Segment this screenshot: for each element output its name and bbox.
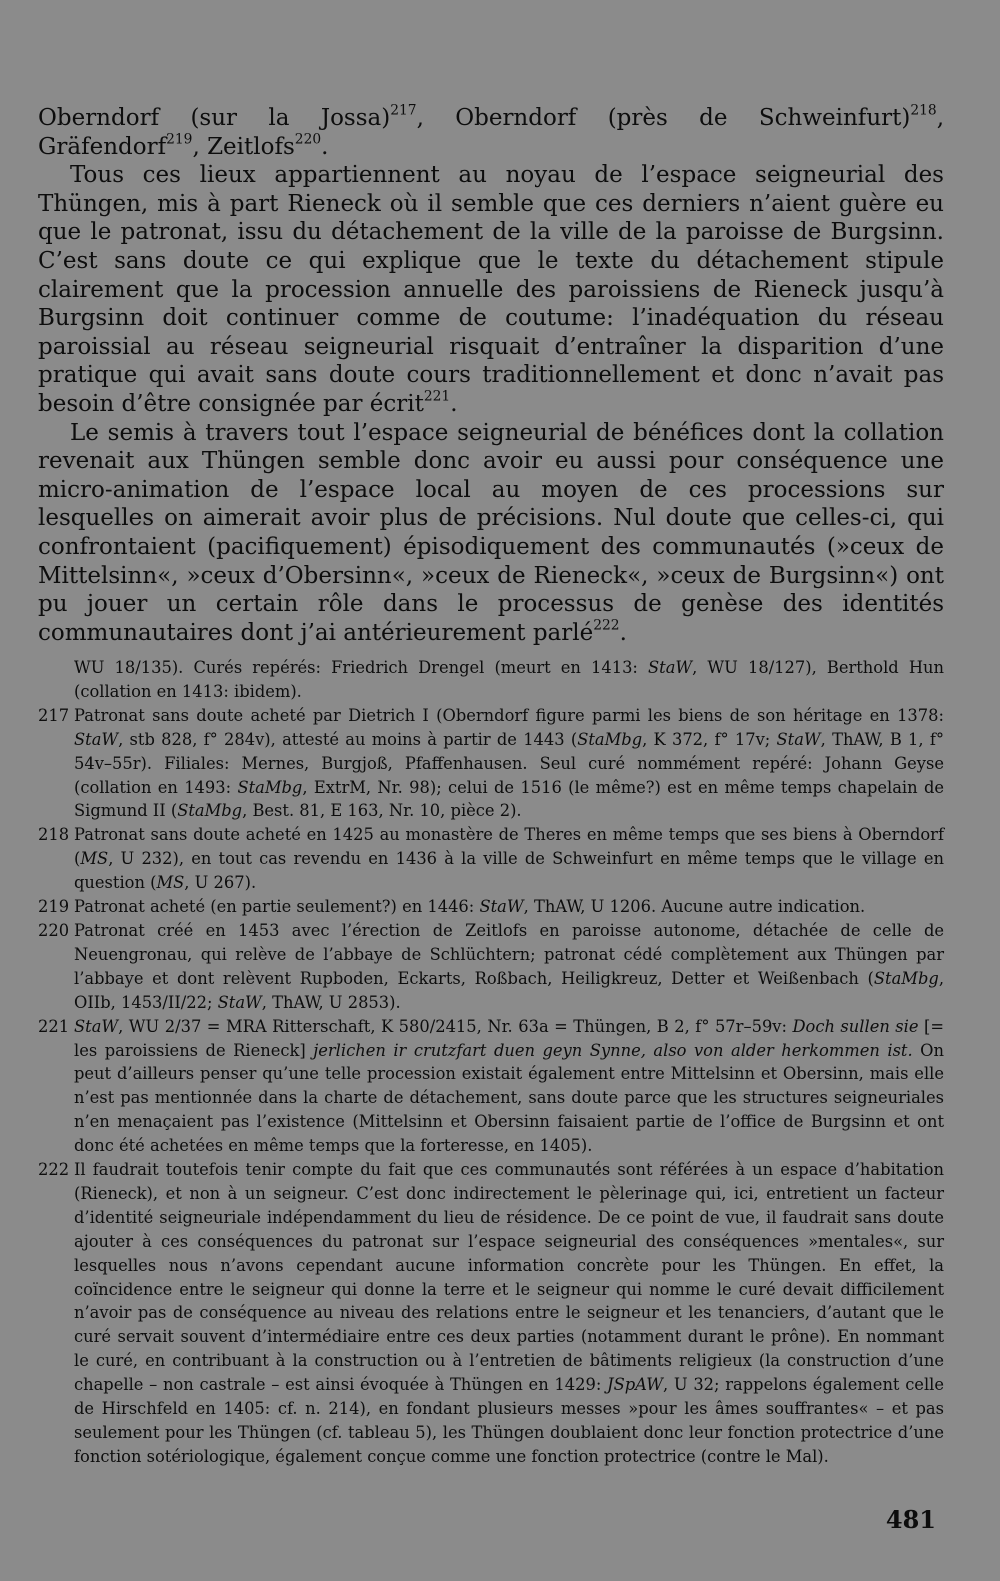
footnote-222: 222 Il faudrait toutefois tenir compte du fait que ces communautés sont référées à un espace d’habitation (Rieneck), et non à un seigneur. C’est donc indirectement le pèlerinage qui, ici, entretient un facteur d’identité seigneuriale indépendamment du lieu de résidence. De ce point de vue, il faudrait sans doute ajouter à ces conséquences du patronat sur l’espace seigneurial des conséquences »mentales«, sur lesquelles nous n’avons cependant aucune information concrète pour les Thüngen. En effet, la coïncidence entre le seigneur qui donne la terre et le seigneur qui nomme le curé devait difficilement n’avoir pas de conséquence au niveau des relations entre le seigneur et les tenanciers, d’autant que le curé servait souvent d’intermédiaire entre ces deux parties (notamment durant le prône). En nommant le curé, en contribuant à la construction ou à l’entretien de bâtiments religieux (la construction d’une chapelle – non castrale – est ainsi évoquée à Thüngen en 1429: JSpAW, U 32; rappelons également celle de Hirschfeld en 1405: cf. n. 214), en fondant plusieurs messes »pour les âmes souffrantes« – et pas seulement pour les Thüngen (cf. tableau 5), les Thüngen doublaient donc leur fonction protectrice d’une fonction sotériologique, également conçue comme une fonction protectrice (contre le Mal). [38, 1160, 944, 1466]
footnote-220: 220 Patronat créé en 1453 avec l’érection de Zeitlofs en paroisse autonome, détachée de celle de Neuengronau, qui relève de l’abbaye de Schlüchtern; patronat cédé complètement aux Thüngen par l’abbaye et dont relèvent Rupboden, Eckarts, Roßbach, Heiligkreuz, Detter et Weißenbach (StaMbg, OIIb, 1453/II/22; StaW, ThAW, U 2853). [38, 920, 944, 1012]
footnote-ref-222[interactable]: 222 [593, 617, 620, 634]
footnote-218: 218 Patronat sans doute acheté en 1425 au monastère de Theres en même temps que ses biens à Oberndorf (MS, U 232), en tout cas revendu en 1436 à la ville de Schweinfurt en même temps que le village en question (MS, U 267). [38, 825, 944, 893]
page-number: 481 [885, 1505, 936, 1534]
footnote-ref-221[interactable]: 221 [423, 388, 451, 405]
paragraph-2: Tous ces lieux appartiennent au noyau de l’espace seigneurial des Thüngen, mis à part Rieneck où il semble que ces derniers n’aient guère eu que le patronat, issu du détachement de la ville de la paroisse de Burgsinn. C’est sans doute ce qui explique que le texte du détachement stipule clairement que la procession annuelle des paroissiens de Rieneck jusqu’à Burgsinn doit continuer comme de coutume: l’inadéquation du réseau paroissial au réseau seigneurial risquait d’entraîner la disparition d’une pratique qui avait sans doute cours traditionnellement et donc n’avait pas besoin d’être consignée par écrit$^{221}$. [38, 162, 944, 417]
footnote-number: 219 [38, 897, 70, 917]
footnote-number: 221 [38, 1016, 70, 1036]
paragraph-3: Le semis à travers tout l’espace seigneurial de bénéfices dont la collation revenait aux Thüngen semble donc avoir eu aussi pour conséquence une micro-animation de l’espace local au moyen de ces processions sur lesquelles on aimerait avoir plus de précisions. Nul doute que celles-ci, qui confrontaient (pacifiquement) épisodiquement des communautés (»ceux de Mittelsinn«, »ceux d’Obersinn«, »ceux de Rieneck«, »ceux de Burgsinn«) ont pu jouer un certain rôle dans le processus de genèse des identités communautaires dont j’ai antérieurement parlé$^{222}$. [38, 419, 944, 646]
footnote-number: 222 [38, 1160, 70, 1180]
footnotes [38, 656, 944, 1469]
footnote-ref-220[interactable]: 220 [294, 131, 322, 148]
footnote-ref-218[interactable]: 218 [910, 102, 937, 119]
footnote-217: 217 Patronat sans doute acheté par Dietrich I (Oberndorf figure parmi les biens de son héritage en 1378: StaW, stb 828, f° 284v), attesté au moins à partir de 1443 (StaMbg, K 372, f° 17v; StaW, ThAW, B 1, f° 54v–55r). Filiales: Mernes, Burgjoß, Pfaffenhausen. Seul curé nommément repéré: Johann Geyse (collation en 1493: StaMbg, ExtrM, Nr. 98); celui de 1516 (le même?) est en même temps chapelain de Sigmund II (StaMbg, Best. 81, E 163, Nr. 10, pièce 2). [38, 705, 945, 821]
footnote-221: 221 StaW, WU 2/37 = MRA Ritterschaft, K 580/2415, Nr. 63a = Thüngen, B 2, f° 57r–59v: Doch sullen sie [= les paroissiens de Rieneck] jerlichen ir crutzfart duen geyn Synne, also von alder herkommen ist. On peut d’ailleurs penser qu’une telle procession existait également entre Mittelsinn et Obersinn, mais elle n’est pas mentionnée dans la charte de détachement, sans doute parce que les structures seigneuriales n’en menaçaient pas l’existence (Mittelsinn et Obersinn faisaient partie de l’office de Burgsinn et ont donc été achetées en même temps que la forteresse, en 1405). [38, 1016, 945, 1156]
main-text [38, 104, 944, 647]
footnote-ref-217[interactable]: 217 [390, 102, 417, 119]
footnote-number: 220 [38, 920, 70, 940]
paragraph-1: Oberndorf (sur la Jossa)$^{217}$, Oberndorf (près de Schweinfurt)$^{218}$, Gräfendorf$^{219}$, Zeitlofs$^{220}$. [38, 102, 944, 160]
footnote-ref-219[interactable]: 219 [166, 131, 193, 148]
footnote-219: 219 Patronat acheté (en partie seulement?) en 1446: StaW, ThAW, U 1206. Aucune autre indication. [38, 895, 944, 919]
footnote-number: 217 [38, 705, 70, 725]
footnote-number: 218 [38, 825, 70, 845]
footnote-continuation: WU 18/135). Curés repérés: Friedrich Drengel (meurt en 1413: StaW, WU 18/127), Berthold Hun (collation en 1413: ibidem). [74, 658, 944, 701]
body-text [38, 104, 944, 647]
